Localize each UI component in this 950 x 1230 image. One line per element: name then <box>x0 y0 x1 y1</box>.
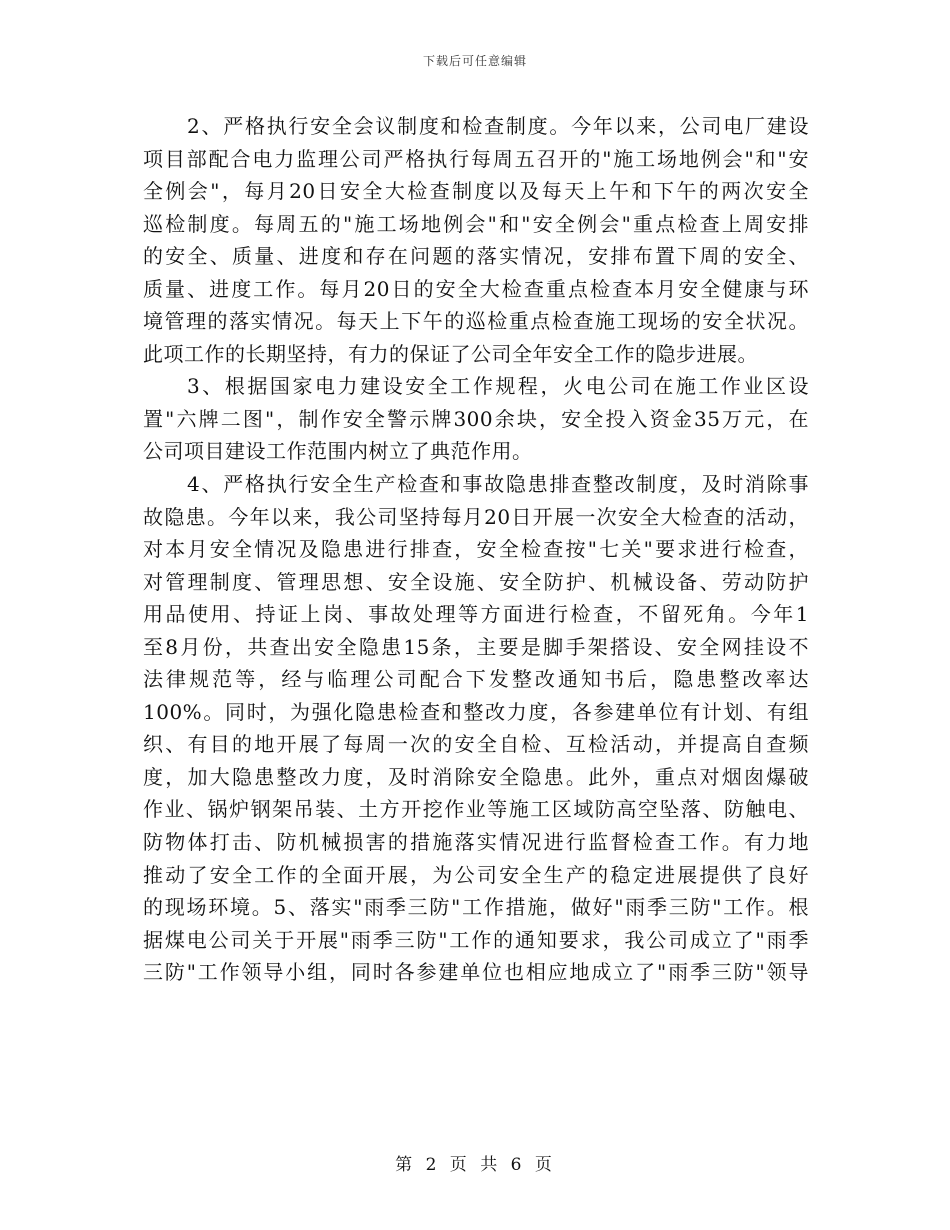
text-line: 全例会"，每月20日安全大检查制度以及每天上午和下午的两次安全 <box>143 179 809 204</box>
text-line: 此项工作的长期坚持，有力的保证了公司全年安全工作的隐步进展。 <box>143 341 758 366</box>
text-line: 对管理制度、管理思想、安全设施、安全防护、机械设备、劳动防护 <box>143 569 809 594</box>
text-line: 推动了安全工作的全面开展，为公司安全生产的稳定进展提供了良好 <box>143 862 809 887</box>
text-line: 100%。同时，为强化隐患检查和整改力度，各参建单位有计划、有组 <box>143 699 809 724</box>
text-line: 故隐患。今年以来，我公司坚持每月20日开展一次安全大检查的活动， <box>143 504 809 529</box>
text-line: 3、根据国家电力建设安全工作规程，火电公司在施工作业区设 <box>187 374 809 399</box>
text-line: 至8月份，共查出安全隐患15条，主要是脚手架搭设、安全网挂设不 <box>143 634 809 659</box>
text-line: 项目部配合电力监理公司严格执行每周五召开的"施工场地例会"和"安 <box>143 146 809 171</box>
text-line: 公司项目建设工作范围内树立了典范作用。 <box>143 439 533 464</box>
text-line: 质量、进度工作。每月20日的安全大检查重点检查本月安全健康与环 <box>143 276 809 301</box>
text-line: 织、有目的地开展了每周一次的安全自检、互检活动，并提高自查频 <box>143 732 809 757</box>
text-line: 的现场环境。5、落实"雨季三防"工作措施，做好"雨季三防"工作。根 <box>143 895 809 920</box>
text-line: 对本月安全情况及隐患进行排查，安全检查按"七关"要求进行检查， <box>143 537 809 562</box>
page-header: 下载后可任意编辑 <box>422 54 527 68</box>
text-line: 度，加大隐患整改力度，及时消除安全隐患。此外，重点对烟囱爆破 <box>143 764 809 789</box>
text-line: 作业、锅炉钢架吊装、土方开挖作业等施工区域防高空坠落、防触电、 <box>143 797 809 822</box>
text-line: 防物体打击、防机械损害的措施落实情况进行监督检查工作。有力地 <box>143 830 809 855</box>
document-body <box>143 110 809 989</box>
text-line: 2、严格执行安全会议制度和检查制度。今年以来，公司电厂建设 <box>187 114 809 138</box>
text-line: 法律规范等，经与临理公司配合下发整改通知书后，隐患整改率达 <box>143 667 809 692</box>
page-number-footer: 第 2 页 共 6 页 <box>395 1155 555 1175</box>
text-line: 境管理的落实情况。每天上下午的巡检重点检查施工现场的安全状况。 <box>143 309 809 334</box>
text-line: 4、严格执行安全生产检查和事故隐患排查整改制度，及时消除事 <box>187 472 809 497</box>
text-line: 用品使用、持证上岗、事故处理等方面进行检查，不留死角。今年1 <box>143 602 809 627</box>
text-line: 巡检制度。每周五的"施工场地例会"和"安全例会"重点检查上周安排 <box>143 211 809 236</box>
text-line: 三防"工作领导小组，同时各参建单位也相应地成立了"雨季三防"领导 <box>143 960 809 985</box>
text-line: 置"六牌二图"，制作安全警示牌300余块，安全投入资金35万元，在 <box>143 406 809 431</box>
text-line: 据煤电公司关于开展"雨季三防"工作的通知要求，我公司成立了"雨季 <box>143 927 809 952</box>
text-line: 的安全、质量、进度和存在问题的落实情况，安排布置下周的安全、 <box>143 244 809 269</box>
